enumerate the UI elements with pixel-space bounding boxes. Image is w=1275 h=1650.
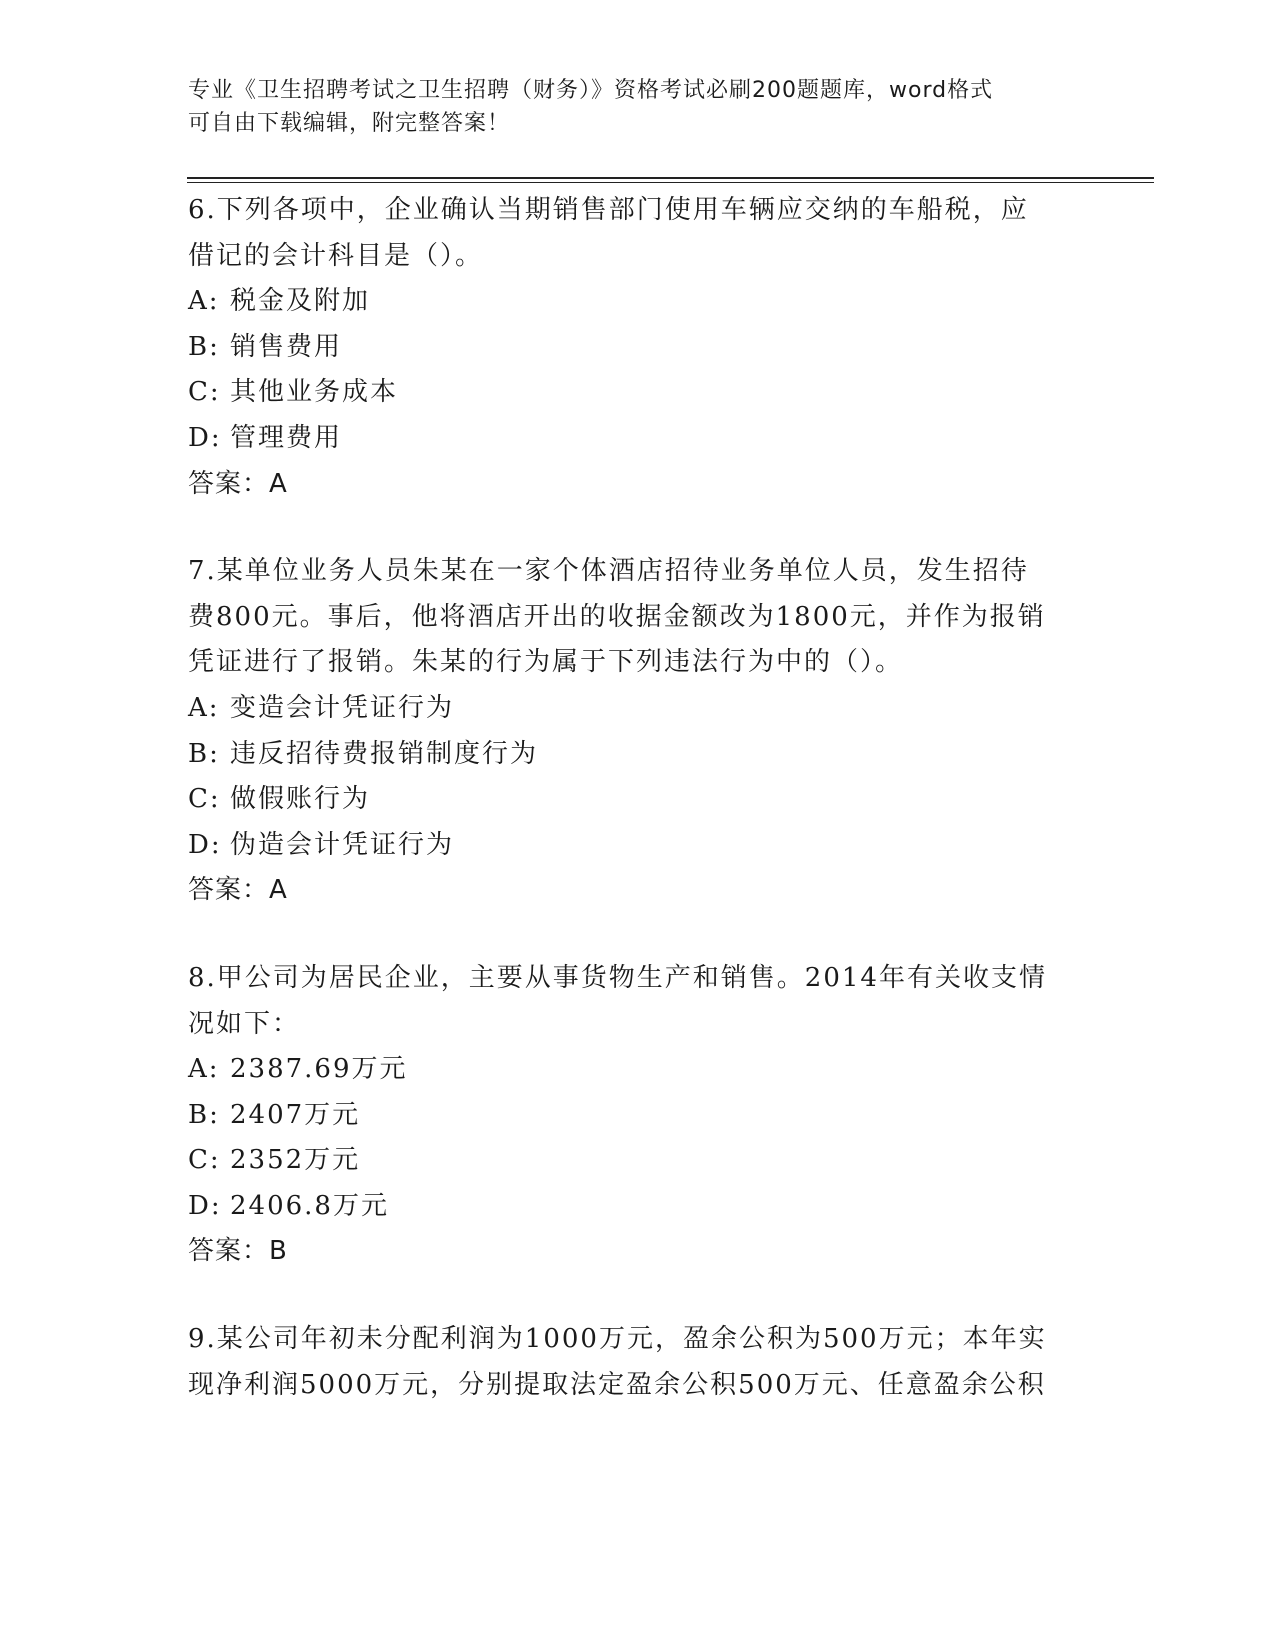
option-a xyxy=(188,279,1078,325)
option-d xyxy=(188,1184,1078,1230)
option-c xyxy=(188,370,1078,416)
answer-label: 答案：B xyxy=(188,1236,288,1267)
question-text-line: 8.甲公司为居民企业，主要从事货物生产和销售。2014年有关收支情 xyxy=(188,962,1047,993)
option-letter: A: xyxy=(188,286,220,317)
option-letter: B: xyxy=(188,331,220,362)
option-a xyxy=(188,1047,1078,1093)
option-letter: B: xyxy=(188,738,220,769)
document-header xyxy=(188,74,1068,140)
option-letter: B: xyxy=(188,1099,220,1130)
question-list xyxy=(188,188,1078,1450)
question-6 xyxy=(188,188,1078,507)
option-letter: C: xyxy=(188,1145,221,1176)
header-divider-thin xyxy=(187,182,1154,183)
question-text-line: 借记的会计科目是（）。 xyxy=(188,240,484,271)
header-line-1: 专业《卫生招聘考试之卫生招聘（财务）》资格考试必刷200题题库，word格式 xyxy=(188,78,994,103)
option-text: 管理费用 xyxy=(230,422,343,453)
option-letter: A: xyxy=(188,692,220,723)
question-8 xyxy=(188,956,1078,1275)
option-text: 违反招待费报销制度行为 xyxy=(230,738,539,769)
option-text: 伪造会计凭证行为 xyxy=(230,829,455,860)
option-b xyxy=(188,325,1078,371)
question-text-line: 6.下列各项中，企业确认当期销售部门使用车辆应交纳的车船税，应 xyxy=(188,195,1029,225)
question-9 xyxy=(188,1317,1078,1408)
option-text: 2387.69万元 xyxy=(230,1054,408,1085)
option-letter: D: xyxy=(188,1190,222,1221)
option-text: 2352万元 xyxy=(230,1145,361,1176)
option-b xyxy=(188,732,1078,778)
option-d xyxy=(188,823,1078,869)
option-text: 销售费用 xyxy=(230,331,343,362)
option-c xyxy=(188,1138,1078,1184)
option-letter: C: xyxy=(188,784,221,815)
answer-label: 答案：A xyxy=(188,468,288,499)
question-text-line: 凭证进行了报销。朱某的行为属于下列违法行为中的（）。 xyxy=(188,647,904,678)
option-text: 做假账行为 xyxy=(230,784,371,815)
option-b xyxy=(188,1093,1078,1139)
question-text-line: 况如下： xyxy=(188,1008,301,1039)
header-line-2: 可自由下载编辑，附完整答案！ xyxy=(188,111,511,136)
option-letter: C: xyxy=(188,377,221,408)
option-letter: D: xyxy=(188,422,222,453)
option-d xyxy=(188,416,1078,462)
option-text: 2406.8万元 xyxy=(230,1190,389,1221)
option-c xyxy=(188,777,1078,823)
question-text-line: 9.某公司年初未分配利润为1000万元，盈余公积为500万元；本年实 xyxy=(188,1324,1047,1355)
option-text: 税金及附加 xyxy=(230,286,371,317)
option-letter: A: xyxy=(188,1054,220,1085)
option-text: 2407万元 xyxy=(230,1099,361,1130)
question-text-line: 现净利润5000万元，分别提取法定盈余公积500万元、任意盈余公积 xyxy=(188,1369,1046,1400)
question-7 xyxy=(188,549,1078,914)
answer-label: 答案：A xyxy=(188,875,288,906)
question-text-line: 费800元。事后，他将酒店开出的收据金额改为1800元，并作为报销 xyxy=(188,601,1046,632)
option-a xyxy=(188,686,1078,732)
question-text-line: 7.某单位业务人员朱某在一家个体酒店招待业务单位人员，发生招待 xyxy=(188,556,1029,587)
option-text: 变造会计凭证行为 xyxy=(230,692,455,723)
option-text: 其他业务成本 xyxy=(230,377,399,408)
header-divider-thick xyxy=(187,177,1154,179)
option-letter: D: xyxy=(188,829,222,860)
